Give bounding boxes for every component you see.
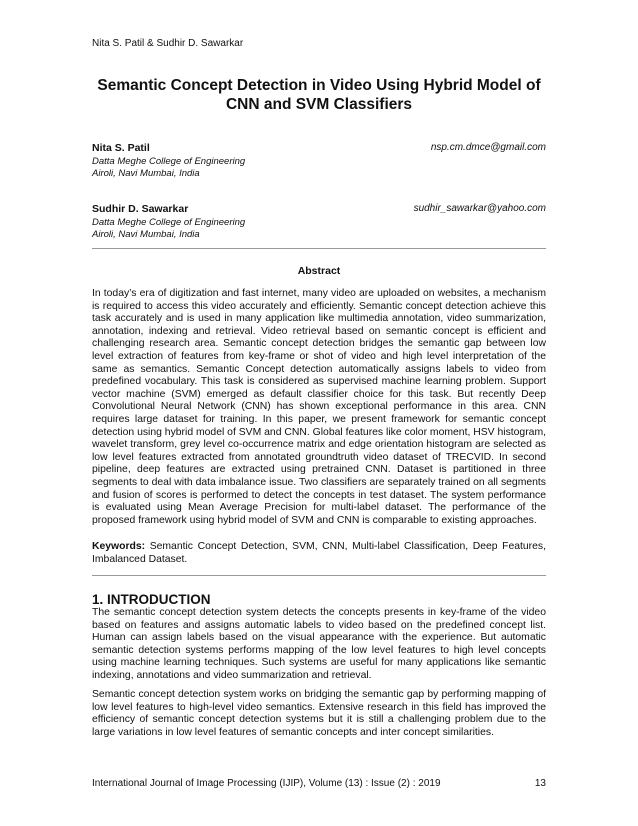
- keywords: [92, 541, 546, 566]
- intro-paragraph-2: Semantic concept detection system works on bridging the semantic gap by performing mapping of low level features to high-level video semantics. Extensive research in this field has improved the efficiency of semantic concept detection systems but it is still a challenging problem due to the large variations in low level features of semantic concepts and inter concept similarities.: [92, 689, 546, 738]
- author-affiliation-1a: Datta Meghe College of Engineering: [92, 156, 246, 167]
- abstract-heading: Abstract: [297, 265, 341, 277]
- divider-bottom: [92, 575, 546, 576]
- keywords-label: Keywords:: [92, 541, 146, 552]
- author-email-2[interactable]: sudhir_sawarkar@yahoo.com: [413, 203, 546, 214]
- abstract-text: In today’s era of digitization and fast internet, many video are uploaded on websites, a mechanism is required to access this video accurately and efficiently. Semantic concept detection achieve this task accurately and is used in many application like multimedia annotation, video summarization, annotation, indexing and retrieval. Video retrieval based on semantic concept is efficient and challenging research area. Semantic concept detection bridges the semantic gap between low level extraction of features from key-frame or shot of video and high level interpretation of the same as semantics. Semantic Concept detection automatically assigns labels to video from predefined vocabulary. This task is considered as supervised machine learning problem. Support vector machine (SVM) emerged as default classifier choice for this task. But recently Deep Convolutional Neural Network (CNN) has shown exceptional performance in this area. CNN requires large dataset for training. In this paper, we present framework for semantic concept detection using hybrid model of SVM and CNN. Global features like color moment, HSV histogram, wavelet transform, grey level co-occurrence matrix and edge orientation histogram are selected as low level features extracted from annotated groundtruth video dataset of TRECVID. In second pipeline, deep features are extracted using pretrained CNN. Dataset is partitioned in three segments to deal with data imbalance issue. Two classifiers are separately trained on all segments and fusion of scores is performed to detect the concepts in test dataset. The system performance is evaluated using Mean Average Precision for multi-label dataset. The performance of the proposed framework using hybrid model of SVM and CNN is comparable to existing approaches.: [92, 288, 546, 526]
- divider-top: [92, 248, 546, 249]
- author-affiliation-2b: Airoli, Navi Mumbai, India: [92, 229, 200, 240]
- keywords-text: Semantic Concept Detection, SVM, CNN, Multi-label Classification, Deep Features, Imbalanced Dataset.: [92, 541, 546, 565]
- page-footer: [92, 778, 546, 789]
- author-affiliation-1b: Airoli, Navi Mumbai, India: [92, 168, 200, 179]
- section-heading: 1. INTRODUCTION: [92, 592, 211, 607]
- author-name-1: Nita S. Patil: [92, 142, 150, 154]
- footer-journal: International Journal of Image Processing (IJIP), Volume (13) : Issue (2) : 2019: [92, 778, 441, 789]
- running-head: Nita S. Patil & Sudhir D. Sawarkar: [92, 38, 244, 49]
- intro-paragraph-1: The semantic concept detection system detects the concepts presents in key-frame of the video based on features and assigns automatic labels to video based on the predefined concept list. Human can assign labels based on the visual appearance with the experience. But automatic semantic detection systems performs mapping of the low level features to high level concepts using machine learning techniques. Such systems are useful for many applications like semantic indexing, annotations and video summarization and retrieval.: [92, 607, 546, 681]
- author-email-1[interactable]: nsp.cm.dmce@gmail.com: [430, 142, 546, 153]
- author-affiliation-2a: Datta Meghe College of Engineering: [92, 217, 246, 228]
- page-number: 13: [534, 778, 546, 789]
- author-name-2: Sudhir D. Sawarkar: [92, 203, 189, 215]
- paper-title: Semantic Concept Detection in Video Using Hybrid Model of CNN and SVM Classifiers: [97, 77, 541, 113]
